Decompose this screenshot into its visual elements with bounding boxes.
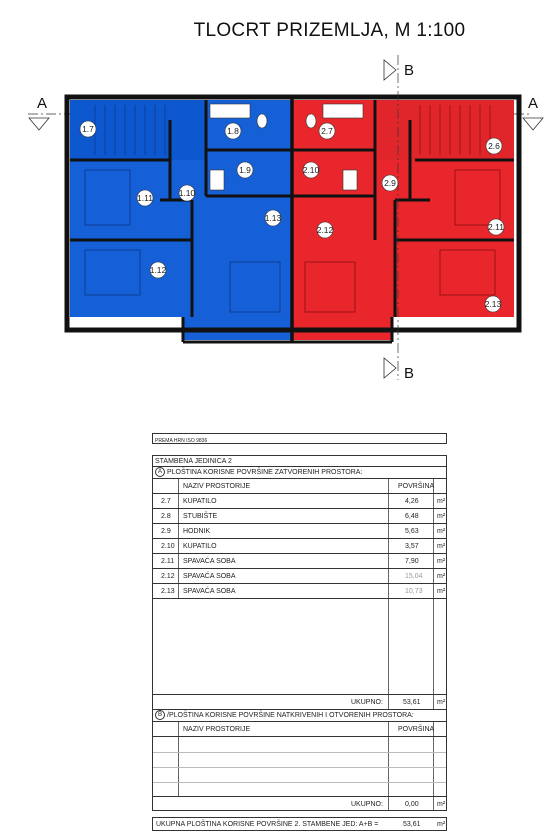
room-area: 5,63 [405,528,419,535]
section-b-header-row [152,721,447,736]
section-a-heading-row [152,466,447,478]
section-a-label-right: A [528,95,539,112]
section-b-marker: B [155,710,165,720]
room-label-2-13: 2.13 [484,299,502,309]
room-name: SPAVAĆA SOBA [183,588,236,595]
room-label-2-6: 2.6 [488,141,500,151]
room-label-2-11: 2.11 [488,222,504,232]
room-area-unit: m² [437,498,446,505]
standard-row [152,433,447,443]
room-number: 2.11 [161,558,175,565]
col-area-header-a: POVRŠINA [398,483,435,490]
section-b-total-value: 0,00 [405,801,419,808]
room-name: HODNIK [183,528,211,535]
room-label-1-7: 1.7 [82,124,94,134]
section-b-label-bottom: B [404,365,415,382]
section-b-heading-row [152,709,447,721]
room-label-1-12: 1.12 [149,265,167,275]
table-row [152,493,447,508]
room-name: SPAVAĆA SOBA [183,573,236,580]
section-a-heading: PLOŠTINA KORISNE POVRŠINE ZATVORENIH PROSTORA: [167,469,363,476]
room-area: 6,48 [405,513,419,520]
section-b-total-row [152,796,447,811]
table-row [152,568,447,583]
unit-1 [70,100,292,340]
section-a-marker: A [155,467,165,477]
room-area-unit: m² [437,528,446,535]
room-area: 4,26 [405,498,419,505]
grand-total-value: 53,61 [403,821,421,828]
table-row [152,508,447,523]
floor-plan [0,50,549,390]
room-area-unit: m² [437,558,446,565]
room-name: SPAVAĆA SOBA [183,558,236,565]
room-area: 10,73 [405,588,423,595]
section-a-rows [152,493,447,598]
section-a-header-row [152,478,447,493]
section-b-label-top: B [404,62,415,79]
room-area: 7,90 [405,558,419,565]
table-row [152,538,447,553]
section-b-empty-rows [152,736,447,796]
col-area-header-b: POVRŠINA [398,726,435,733]
room-name: KUPATILO [183,498,217,505]
room-area-unit: m² [437,543,446,550]
room-label-2-9: 2.9 [384,178,396,188]
room-area: 15,04 [405,573,423,580]
room-number: 2.13 [161,588,175,595]
room-area-unit: m² [437,513,446,520]
room-label-2-10: 2.10 [302,165,320,175]
room-number: 2.12 [161,573,175,580]
table-row [152,553,447,568]
section-a-total-unit: m² [437,699,446,706]
room-area-unit: m² [437,573,446,580]
room-label-2-12: 2.12 [316,225,334,235]
col-name-header-a: NAZIV PROSTORIJE [183,483,251,490]
section-b-heading: /PLOŠTINA KORISNE POVRŠINE NATKRIVENIH I OTVORENIH PROSTORA: [167,712,414,719]
room-name: KUPATILO [183,543,217,550]
section-a-label-left: A [37,95,48,112]
room-number: 2.9 [161,528,171,535]
section-b-total-label: UKUPNO: [351,801,383,808]
room-label-1-10: 1.10 [178,188,196,198]
table-row [152,583,447,598]
drawing-title: TLOCRT PRIZEMLJA, M 1:100 [193,20,466,41]
section-a-total-label: UKUPNO: [351,699,383,706]
room-number: 2.7 [161,498,171,505]
section-a-total-row [152,694,447,709]
room-name: STUBIŠTE [183,513,218,520]
grand-total-unit: m² [437,821,446,828]
grand-total-row [152,817,447,831]
section-b-total-unit: m² [437,801,446,808]
section-a-empty-space [152,598,447,694]
grand-total-label: UKUPNA PLOŠTINA KORISNE POVRŠINE 2. STAMBENE JED: A+B = [156,821,379,828]
unit-name-row [152,455,447,466]
room-label-1-13: 1.13 [264,213,282,223]
section-a-total-value: 53,61 [403,699,421,706]
room-label-1-11: 1.11 [137,193,153,203]
room-number: 2.8 [161,513,171,520]
table-row [152,523,447,538]
room-label-2-7: 2.7 [321,126,333,136]
room-area-unit: m² [437,588,446,595]
col-name-header-b: NAZIV PROSTORIJE [183,726,251,733]
area-table [152,433,447,831]
room-label-1-8: 1.8 [227,126,239,136]
standard-label: PREMA HRN ISO 9836 [155,438,208,444]
unit-name: STAMBENA JEDINICA 2 [155,458,232,465]
room-label-1-9: 1.9 [239,165,251,175]
room-area: 3,57 [405,543,419,550]
room-number: 2.10 [161,543,175,550]
